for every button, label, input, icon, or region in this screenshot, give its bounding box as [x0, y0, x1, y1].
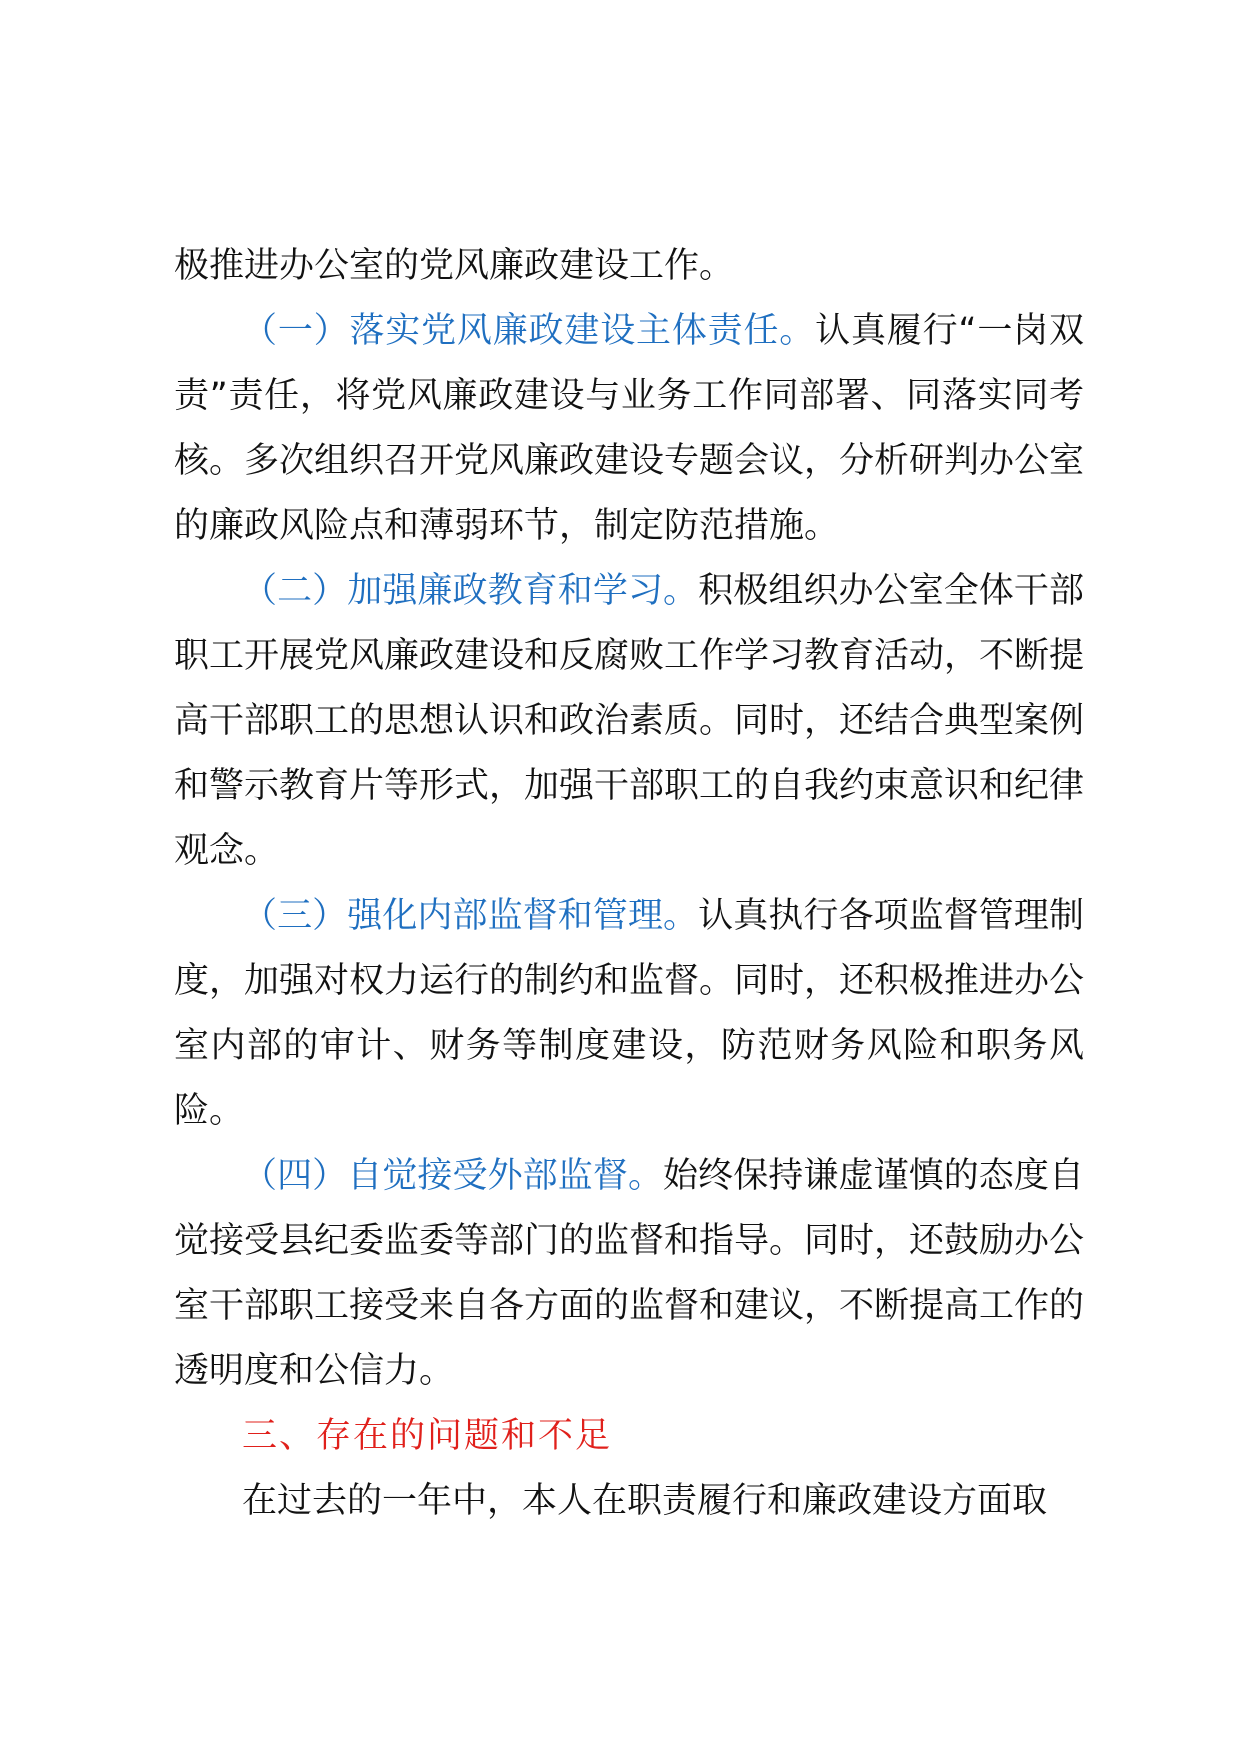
subheading-4: （四）自觉接受外部监督。	[242, 1156, 664, 1196]
paragraph-item-3	[174, 884, 1084, 1144]
paragraph-text: 始终保持谦虚谨慎的态度自觉接受县纪委监委等部门的监督和指导。同时，还鼓励办公室干部职工接受来自各方面的监督和建议，不断提高工作的透明度和公信力。	[174, 1156, 1085, 1391]
paragraph-item-1	[174, 299, 1084, 559]
subheading-1: （一）落实党风廉政建设主体责任。	[242, 311, 816, 351]
paragraph-text: 认真履行“一岗双责”责任，将党风廉政建设与业务工作同部署、同落实同考核。多次组织召开党风廉政建设专题会议，分析研判办公室的廉政风险点和薄弱环节，制定防范措施。	[174, 311, 1085, 546]
paragraph-text: 积极组织办公室全体干部职工开展党风廉政建设和反腐败工作学习教育活动，不断提高干部职工的思想认识和政治素质。同时，还结合典型案例和警示教育片等形式，加强干部职工的自我约束意识和纪律观念。	[174, 571, 1085, 871]
subheading-2: （二）加强廉政教育和学习。	[242, 571, 699, 611]
paragraph-last: 在过去的一年中，本人在职责履行和廉政建设方面取	[242, 1481, 1048, 1521]
paragraph-text: 认真执行各项监督管理制度，加强对权力运行的制约和监督。同时，还积极推进办公室内部的审计、财务等制度建设，防范财务风险和职务风险。	[174, 896, 1085, 1131]
subheading-3: （三）强化内部监督和管理。	[242, 896, 699, 936]
document-body	[174, 234, 1084, 1534]
paragraph-item-4	[174, 1144, 1084, 1404]
section-heading: 三、存在的问题和不足	[242, 1416, 613, 1456]
paragraph-item-2	[174, 559, 1084, 884]
paragraph-text: 极推进办公室的党风廉政建设工作。	[174, 246, 735, 286]
paragraph-continuation	[174, 234, 1084, 299]
